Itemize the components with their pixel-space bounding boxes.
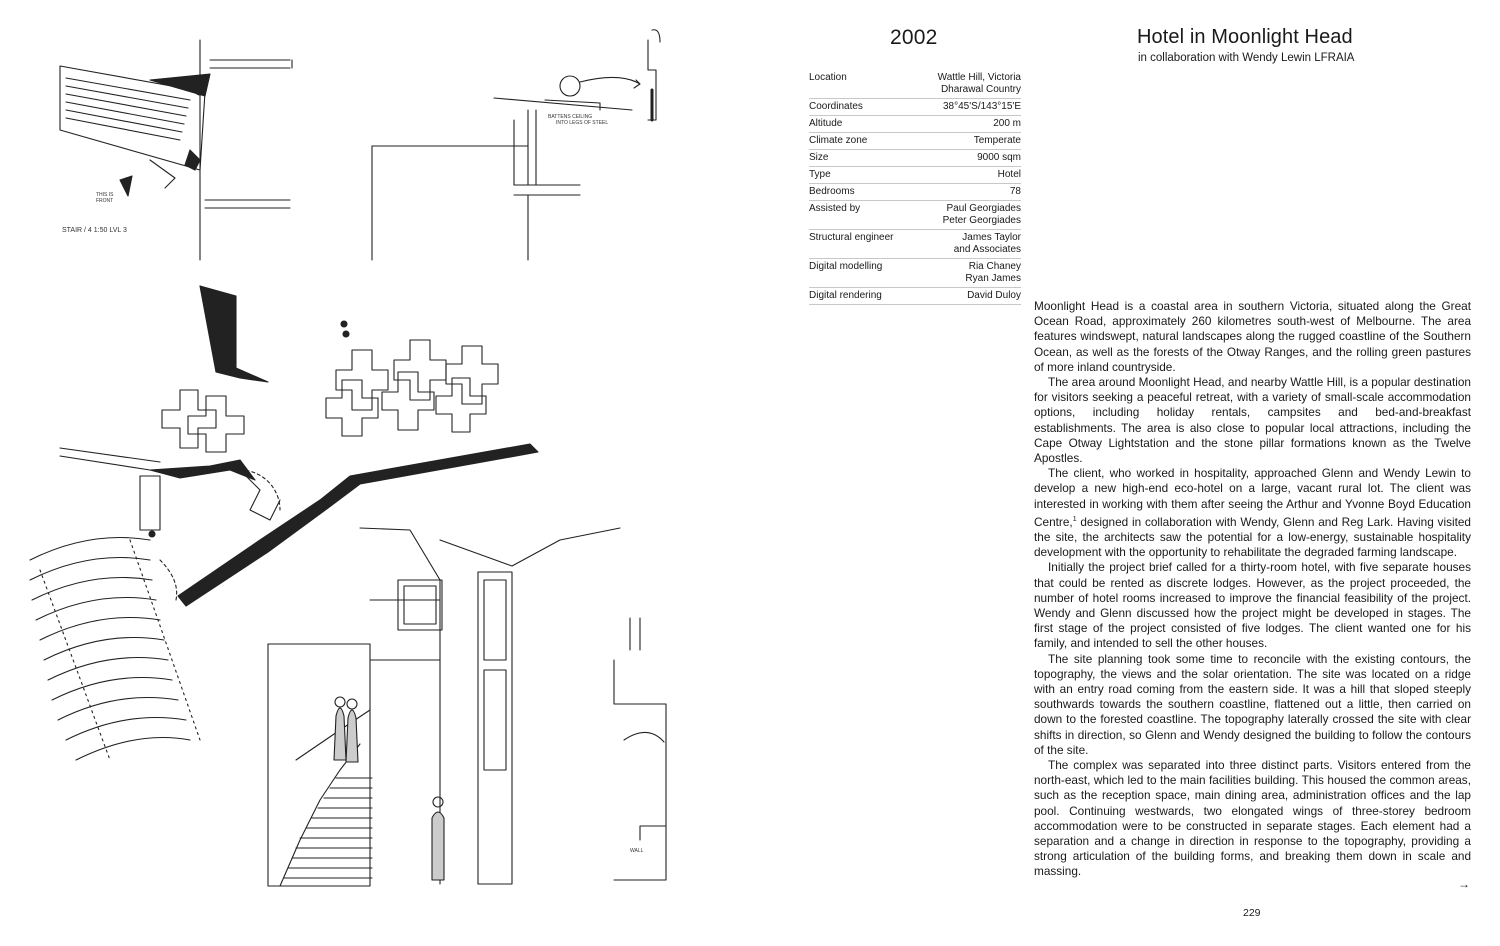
fact-row-bedrooms xyxy=(809,184,1021,201)
fact-value: Paul Georgiades Peter Georgiades xyxy=(916,201,1021,230)
interior-perspective-sketch xyxy=(268,528,666,886)
fact-label: Type xyxy=(809,167,916,184)
fact-row-assisted-by xyxy=(809,201,1021,230)
project-subtitle: in collaboration with Wendy Lewin LFRAIA xyxy=(1138,52,1355,64)
fact-label: Structural engineer xyxy=(809,230,916,259)
fact-row-type xyxy=(809,167,1021,184)
fact-label: Bedrooms xyxy=(809,184,916,201)
fact-label: Location xyxy=(809,70,916,99)
fact-label: Digital rendering xyxy=(809,288,916,305)
fact-row-size xyxy=(809,150,1021,167)
project-year: 2002 xyxy=(890,26,938,49)
paragraph: Initially the project brief called for a thirty-room hotel, with five separate houses that could be rented as discrete lodges. However, as the project proceeded, the number of hotel rooms increased to improve the financial feasibility of the project. Wendy and Glenn discussed how the project might be developed in stages. The first stage of the project consisted of five lodges. The client wanted one for his family, and intended to sell the other houses. xyxy=(1034,560,1471,651)
page-number: 229 xyxy=(1243,907,1261,919)
fact-value: 9000 sqm xyxy=(916,150,1021,167)
paragraph xyxy=(1034,466,1471,560)
svg-text:WALL: WALL xyxy=(630,848,644,854)
fact-label: Altitude xyxy=(809,116,916,133)
fact-value: 78 xyxy=(916,184,1021,201)
fact-label: Coordinates xyxy=(809,99,916,116)
fact-value: Temperate xyxy=(916,133,1021,150)
section-detail-sketch xyxy=(372,30,660,260)
fact-value: Wattle Hill, Victoria Dharawal Country xyxy=(916,70,1021,99)
fact-row-structural-engineer xyxy=(809,230,1021,259)
svg-text:INTO LEGS OF STEEL: INTO LEGS OF STEEL xyxy=(556,120,609,126)
fact-row-digital-rendering xyxy=(809,288,1021,305)
site-plan-sketch xyxy=(30,286,538,760)
fact-value: James Taylor and Associates xyxy=(916,230,1021,259)
fact-label: Size xyxy=(809,150,916,167)
fact-value: David Duloy xyxy=(916,288,1021,305)
svg-text:THIS IS: THIS IS xyxy=(96,192,114,198)
fact-value: Ria Chaney Ryan James xyxy=(916,259,1021,288)
project-title: Hotel in Moonlight Head xyxy=(1137,26,1353,48)
fact-row-coordinates xyxy=(809,99,1021,116)
continue-arrow-icon: → xyxy=(1458,877,1470,891)
fact-row-altitude xyxy=(809,116,1021,133)
footnote-reference[interactable]: 1 xyxy=(1072,515,1077,523)
fact-value: 200 m xyxy=(916,116,1021,133)
paragraph: The site planning took some time to reconcile with the existing contours, the topography, the views and the solar orientation. The site was located on a ridge with an entry road coming from the eastern side. It was a hill that sloped steeply southwards towards the southern coastline, flattened out a little, then carried on down to the forested coastline. The topography laterally crossed the site with clear shifts in direction, so Glenn and Wendy designed the building to follow the contours of the site. xyxy=(1034,651,1471,757)
fact-row-climate-zone xyxy=(809,133,1021,150)
project-facts-table xyxy=(809,70,1021,305)
paragraph: The complex was separated into three distinct parts. Visitors entered from the north-east, which led to the main facilities building. This housed the common areas, such as the reception space, main dining area, administration offices and the lap pool. Continuing westwards, two elongated wings of three-storey bedroom accommodation were to be constructed in separate stages. Each element had a separation and a change in direction in response to the topography, providing a strong articulation of the building forms, and breaking them down in scale and massing. xyxy=(1034,758,1471,879)
fact-row-digital-modelling xyxy=(809,259,1021,288)
body-text xyxy=(1034,299,1471,880)
svg-text:FRONT: FRONT xyxy=(96,198,114,204)
paragraph-part: designed in collaboration with Wendy, Glenn and Reg Lark. Having visited the site, the architects saw the potential for a low-energy, sustainable hospitality development with the opportunity to rehabilitate the degraded farming landscape. xyxy=(1034,514,1471,560)
paragraph: Moonlight Head is a coastal area in southern Victoria, situated along the Great Ocean Road, approximately 260 kilometres south-west of Melbourne. The area features windswept, natural landscapes along the rugged coastline of the Southern Ocean, as well as the forests of the Otway Ranges, and the rolling green pastures of more inland countryside. xyxy=(1034,299,1471,374)
paragraph-part: The client, who worked in hospitality, approached Glenn and Wendy Lewin to develop a new high-end eco-hotel on a large, vacant rural lot. The client was interested in working with them after seeing the Arthur and Yvonne Boyd Education Centre, xyxy=(1034,466,1471,529)
fact-label: Digital modelling xyxy=(809,259,916,288)
svg-text:STAIR / 4 1:50 LVL 3: STAIR / 4 1:50 LVL 3 xyxy=(62,227,127,234)
paragraph: The area around Moonlight Head, and nearby Wattle Hill, is a popular destination for visitors seeking a peaceful retreat, with a variety of small-scale accommodation options, including holiday rentals, campsites and bed-and-breakfast establishments. The area is also close to popular local attractions, including the Cape Otway Lightstation and the stone pillar formations known as the Twelve Apostles. xyxy=(1034,375,1471,466)
svg-text:BATTENS CEILING: BATTENS CEILING xyxy=(548,114,593,120)
fact-label: Climate zone xyxy=(809,133,916,150)
fact-value: Hotel xyxy=(916,167,1021,184)
fact-label: Assisted by xyxy=(809,201,916,230)
fact-value: 38°45'S/143°15'E xyxy=(916,99,1021,116)
fact-row-location xyxy=(809,70,1021,99)
